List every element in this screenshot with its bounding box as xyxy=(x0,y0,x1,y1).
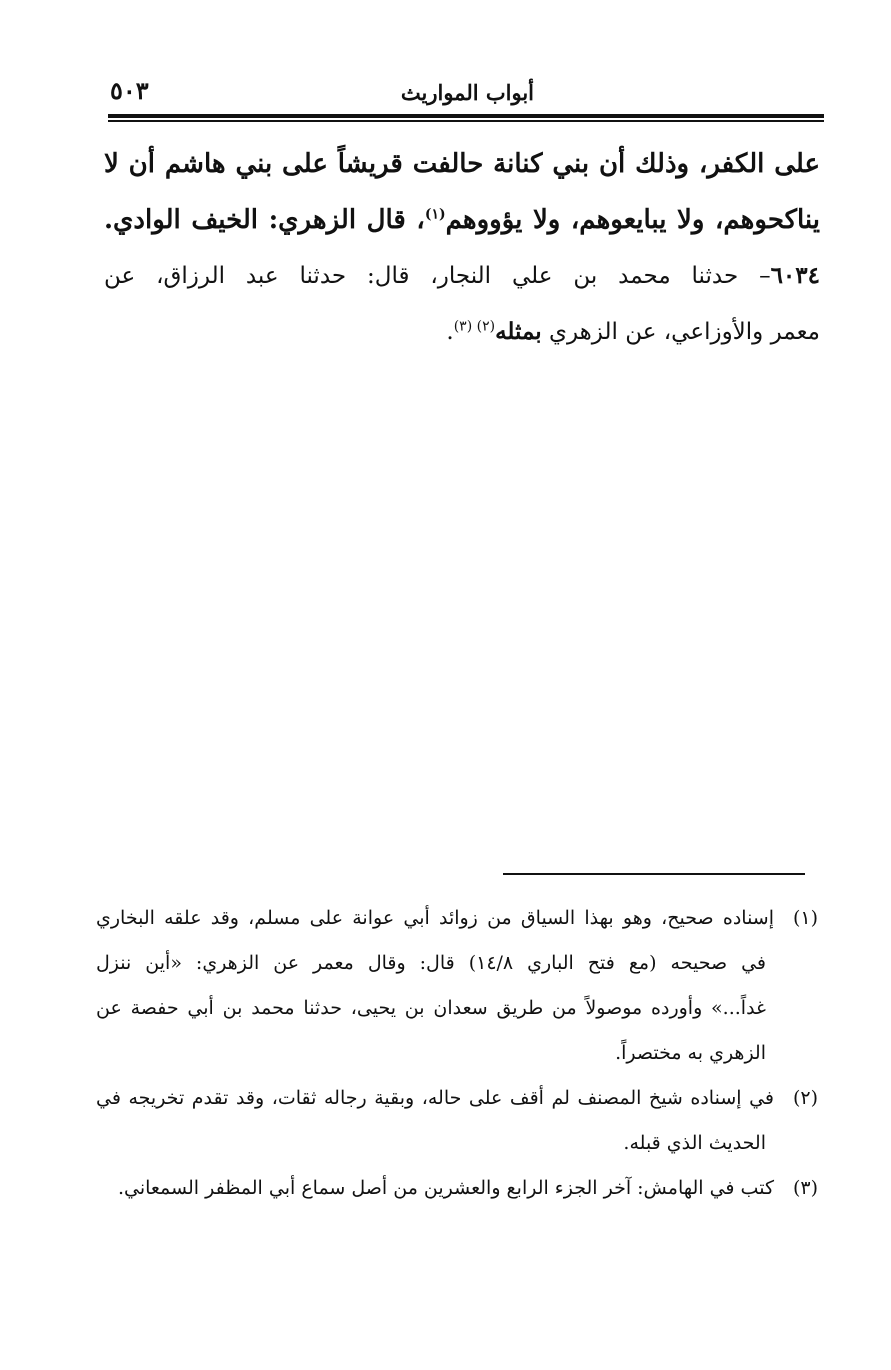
page-header xyxy=(108,70,824,120)
page-number: ٥٠٣ xyxy=(110,76,149,105)
footnote-1-line-2: في صحيحه (مع فتح الباري ١٤/٨) قال: وقال معمر عن الزهري: «أين ننزل xyxy=(96,952,766,974)
footnote-separator xyxy=(503,873,805,875)
header-rule-thick xyxy=(108,114,824,118)
hadith-line-2-text: معمر والأوزاعي، عن الزهري xyxy=(548,319,820,345)
text-line-2-b: ، قال الزهري: الخيف الوادي. xyxy=(104,205,425,235)
hadith-line-1 xyxy=(104,248,820,304)
footnote-2-line-2: الحديث الذي قبله. xyxy=(623,1132,766,1154)
text-line-2-a: يناكحوهم، ولا يبايعوهم، ولا يؤووهم xyxy=(445,205,820,235)
footnote-1-text-1: إسناده صحيح، وهو بهذا السياق من زوائد أبي عوانة على مسلم، وقد علقه البخاري xyxy=(96,907,774,929)
hadith-line-2-end: . xyxy=(446,319,454,345)
main-text xyxy=(104,136,820,360)
text-line-2 xyxy=(104,192,820,248)
footnote-1 xyxy=(96,896,818,1076)
hadith-line-2-bold: بمثله xyxy=(495,318,542,345)
header-rule-thin xyxy=(108,120,824,122)
hadith-number: ٦٠٣٤ xyxy=(770,262,820,289)
text-line-1: على الكفر، وذلك أن بني كنانة حالفت قريشاً على بني هاشم أن لا xyxy=(104,149,820,179)
footnote-2 xyxy=(96,1076,818,1166)
footnote-1-line-3: غداً...» وأورده موصولاً من طريق سعدان بن يحيى، حدثنا محمد بن أبي حفصة عن xyxy=(96,997,766,1019)
footnote-3-line-1 xyxy=(96,1166,818,1211)
footnote-2-text-1: في إسناده شيخ المصنف لم أقف على حاله، وبقية رجاله ثقات، وقد تقدم تخريجه في xyxy=(96,1087,774,1109)
footnote-1-line-4: الزهري به مختصراً. xyxy=(615,1042,766,1064)
footnote-3-text-1: كتب في الهامش: آخر الجزء الرابع والعشرين من أصل سماع أبي المظفر السمعاني. xyxy=(117,1177,774,1199)
hadith-line-2 xyxy=(104,304,820,360)
footnote-2-number: (٢) xyxy=(792,1087,818,1109)
footnote-ref-1: (١) xyxy=(424,206,446,223)
footnote-ref-2-3: (٢) (٣) xyxy=(453,318,496,335)
footnote-2-line-1 xyxy=(96,1076,818,1121)
hadith-line-1-text: – حدثنا محمد بن علي النجار، قال: حدثنا عبد الرزاق، عن xyxy=(104,263,771,289)
running-title: أبواب المواريث xyxy=(400,80,534,105)
footnotes xyxy=(96,896,818,1211)
footnote-1-line-1 xyxy=(96,896,818,941)
footnote-3-number: (٣) xyxy=(792,1177,818,1199)
footnote-3 xyxy=(96,1166,818,1211)
footnote-1-number: (١) xyxy=(792,907,818,929)
